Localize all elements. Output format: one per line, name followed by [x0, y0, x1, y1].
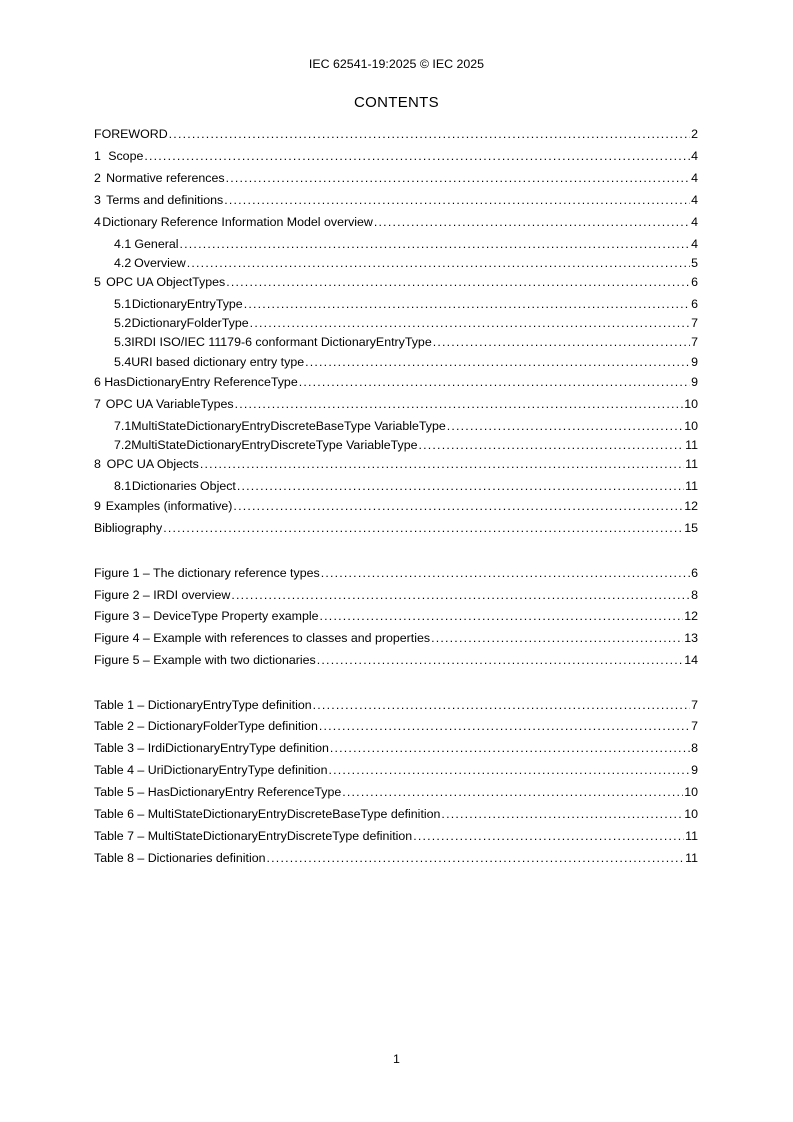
toc-entry-4-2[interactable]	[94, 255, 698, 271]
toc-entry-text: Terms and definitions	[106, 193, 224, 207]
toc-entry-text: Examples (informative)	[105, 499, 233, 513]
toc-entry-number: 3	[94, 193, 101, 207]
toc-entry-page: 2	[691, 127, 698, 141]
table-entry-text: Table 8 – Dictionaries definition	[94, 851, 266, 865]
toc-entry-text: Overview	[134, 256, 186, 270]
figure-entry-text: Figure 3 – DeviceType Property example	[94, 609, 319, 623]
page-title: CONTENTS	[354, 94, 439, 111]
table-entry-text: Table 4 – UriDictionaryEntryType definition	[94, 763, 328, 777]
toc-entry-number: 9	[94, 499, 101, 513]
toc-entry-number: 4.2	[114, 256, 132, 270]
toc-entry-4[interactable]	[94, 214, 698, 230]
leader-dots	[224, 192, 690, 208]
figure-entry-page: 12	[684, 609, 698, 623]
toc-entry-foreword[interactable]	[94, 126, 698, 142]
document-header: IEC 62541-19:2025 © IEC 2025	[308, 57, 485, 71]
figure-entry-page: 14	[684, 653, 698, 667]
toc-entry-5-1[interactable]	[94, 296, 698, 312]
leader-dots	[233, 498, 683, 514]
table-entry-2[interactable]	[94, 718, 698, 734]
table-entry-page: 11	[685, 851, 698, 865]
leader-dots	[313, 697, 690, 713]
table-entry-8[interactable]	[94, 850, 698, 866]
leader-dots	[169, 126, 690, 142]
figure-entry-5[interactable]	[94, 652, 698, 668]
toc-entry-text: OPC UA VariableTypes	[105, 397, 234, 411]
table-entry-page: 7	[691, 719, 698, 733]
toc-entry-8[interactable]	[94, 456, 698, 472]
toc-entry-page: 7	[691, 316, 698, 330]
toc-entry-4-1[interactable]	[94, 236, 698, 252]
table-entry-text: Table 5 – HasDictionaryEntry ReferenceType	[94, 785, 342, 799]
toc-entry-1[interactable]	[94, 148, 698, 164]
toc-entry-text: General	[134, 237, 179, 251]
leader-dots	[244, 296, 690, 312]
leader-dots	[187, 255, 690, 271]
table-entry-page: 8	[691, 741, 698, 755]
table-entry-3[interactable]	[94, 740, 698, 756]
toc-entry-5-4[interactable]	[94, 354, 698, 370]
figure-entry-text: Figure 1 – The dictionary reference types	[94, 566, 320, 580]
toc-entry-8-1[interactable]	[94, 478, 698, 494]
toc-entry-5-2[interactable]	[94, 315, 698, 331]
toc-entry-page: 4	[691, 193, 698, 207]
toc-entry-6[interactable]	[94, 374, 698, 390]
table-entry-page: 9	[691, 763, 698, 777]
toc-entry-number: 7.1	[114, 419, 132, 433]
table-entry-text: Table 6 – MultiStateDictionaryEntryDiscreteBaseType definition	[94, 807, 441, 821]
toc-entry-7[interactable]	[94, 396, 698, 412]
toc-entry-7-1[interactable]	[94, 418, 698, 434]
toc-entry-number: 5	[94, 275, 101, 289]
figure-entry-page: 6	[691, 566, 698, 580]
toc-entry-page: 11	[685, 438, 698, 452]
leader-dots	[163, 520, 683, 536]
leader-dots	[180, 236, 691, 252]
leader-dots	[342, 784, 683, 800]
table-entry-5[interactable]	[94, 784, 698, 800]
figure-entry-4[interactable]	[94, 630, 698, 646]
toc-entry-number: 7	[94, 397, 101, 411]
table-entry-1[interactable]	[94, 697, 698, 713]
toc-entry-page: 11	[685, 457, 698, 471]
toc-entry-page: 10	[684, 397, 698, 411]
toc-entry-5[interactable]	[94, 274, 698, 290]
figure-entry-page: 13	[684, 631, 698, 645]
toc-entry-number: 2	[94, 171, 101, 185]
leader-dots	[321, 565, 690, 581]
table-entry-page: 10	[684, 785, 698, 799]
figure-entry-text: Figure 4 – Example with references to classes and properties	[94, 631, 431, 645]
toc-entry-number: 5.3	[114, 335, 132, 349]
leader-dots	[305, 354, 690, 370]
toc-entry-text: IRDI ISO/IEC 11179-6 conformant DictionaryEntryType	[131, 335, 432, 349]
toc-entry-text: FOREWORD	[94, 127, 168, 141]
toc-entry-page: 15	[684, 521, 698, 535]
toc-entry-number: 8.1	[114, 479, 132, 493]
toc-entry-9[interactable]	[94, 498, 698, 514]
leader-dots	[226, 170, 691, 186]
toc-entry-text: MultiStateDictionaryEntryDiscreteBaseType VariableType	[131, 419, 446, 433]
leader-dots	[433, 334, 690, 350]
table-entry-text: Table 7 – MultiStateDictionaryEntryDiscreteType definition	[94, 829, 413, 843]
toc-entry-2[interactable]	[94, 170, 698, 186]
toc-entry-text: DictionaryFolderType	[131, 316, 249, 330]
toc-entry-text: DictionaryEntryType	[131, 297, 243, 311]
toc-entry-page: 9	[691, 355, 698, 369]
leader-dots	[144, 148, 690, 164]
leader-dots	[447, 418, 683, 434]
table-entry-page: 11	[685, 829, 698, 843]
toc-entry-number: 6	[94, 375, 101, 389]
page-number: 1	[393, 1052, 400, 1066]
table-entry-6[interactable]	[94, 806, 698, 822]
figure-entry-1[interactable]	[94, 565, 698, 581]
leader-dots	[267, 850, 685, 866]
leader-dots	[418, 437, 684, 453]
toc-entry-number: 7.2	[114, 438, 132, 452]
toc-entry-page: 4	[691, 237, 698, 251]
leader-dots	[231, 587, 690, 603]
toc-entry-text: MultiStateDictionaryEntryDiscreteType VariableType	[131, 438, 418, 452]
toc-entry-3[interactable]	[94, 192, 698, 208]
toc-entry-text: Normative references	[106, 171, 225, 185]
toc-entry-page: 11	[685, 479, 698, 493]
toc-entry-text: HasDictionaryEntry ReferenceType	[104, 375, 298, 389]
toc-entry-number: 5.1	[114, 297, 132, 311]
leader-dots	[320, 608, 684, 624]
leader-dots	[330, 740, 690, 756]
figure-entry-text: Figure 2 – IRDI overview	[94, 588, 231, 602]
table-entry-text: Table 2 – DictionaryFolderType definition	[94, 719, 318, 733]
leader-dots	[237, 478, 684, 494]
toc-entry-page: 6	[691, 275, 698, 289]
leader-dots	[413, 828, 684, 844]
toc-entry-page: 5	[691, 256, 698, 270]
toc-entry-page: 4	[691, 149, 698, 163]
table-entry-4[interactable]	[94, 762, 698, 778]
toc-entry-page: 4	[691, 171, 698, 185]
toc-entry-text: Dictionary Reference Information Model overview	[102, 215, 373, 229]
figure-entry-page: 8	[691, 588, 698, 602]
toc-entry-text: Scope	[108, 149, 144, 163]
leader-dots	[200, 456, 684, 472]
table-entry-7[interactable]	[94, 828, 698, 844]
toc-entry-number: 4.1	[114, 237, 132, 251]
toc-entry-page: 10	[684, 419, 698, 433]
leader-dots	[431, 630, 683, 646]
toc-entry-text: OPC UA Objects	[106, 457, 199, 471]
leader-dots	[226, 274, 690, 290]
figure-entry-2[interactable]	[94, 587, 698, 603]
toc-entry-page: 6	[691, 297, 698, 311]
toc-entry-number: 5.2	[114, 316, 132, 330]
toc-entry-number: 4	[94, 215, 101, 229]
toc-entry-bibliography[interactable]	[94, 520, 698, 536]
toc-entry-number: 1	[94, 149, 101, 163]
leader-dots	[235, 396, 684, 412]
toc-entry-number: 5.4	[114, 355, 132, 369]
toc-entry-text: OPC UA ObjectTypes	[106, 275, 226, 289]
leader-dots	[317, 652, 683, 668]
table-entry-page: 7	[691, 698, 698, 712]
leader-dots	[441, 806, 683, 822]
leader-dots	[328, 762, 690, 778]
table-entry-page: 10	[684, 807, 698, 821]
toc-entry-page: 7	[691, 335, 698, 349]
leader-dots	[319, 718, 690, 734]
toc-entry-text: Bibliography	[94, 521, 163, 535]
toc-entry-page: 12	[684, 499, 698, 513]
table-entry-text: Table 1 – DictionaryEntryType definition	[94, 698, 312, 712]
toc-entry-page: 9	[691, 375, 698, 389]
leader-dots	[299, 374, 690, 390]
leader-dots	[374, 214, 690, 230]
toc-entry-number: 8	[94, 457, 101, 471]
toc-entry-text: Dictionaries Object	[131, 479, 236, 493]
toc-entry-5-3[interactable]	[94, 334, 698, 350]
table-entry-text: Table 3 – IrdiDictionaryEntryType definition	[94, 741, 329, 755]
leader-dots	[250, 315, 690, 331]
toc-entry-text: URI based dictionary entry type	[131, 355, 305, 369]
toc-entry-page: 4	[691, 215, 698, 229]
figure-entry-text: Figure 5 – Example with two dictionaries	[94, 653, 316, 667]
figure-entry-3[interactable]	[94, 608, 698, 624]
toc-entry-7-2[interactable]	[94, 437, 698, 453]
